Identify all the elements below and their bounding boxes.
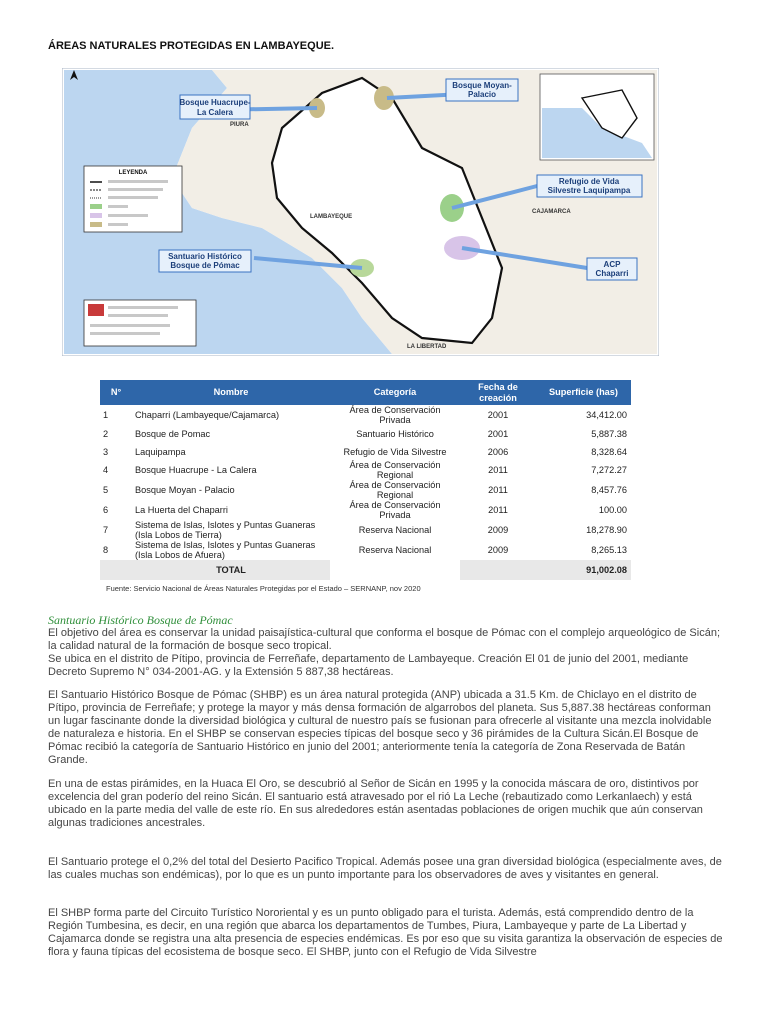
cell-nombre: La Huerta del Chaparri — [135, 505, 228, 516]
cell-categoria: Santuario Histórico — [356, 428, 434, 439]
table-source: Fuente: Servicio Nacional de Áreas Naturales Protegidas por el Estado – SERNANP, nov 2020 — [106, 584, 421, 594]
cell-nombre: Sistema de Islas, Islotes y Puntas Guaneras (Isla Lobos de Afuera) — [135, 540, 316, 561]
cell-categoria: Reserva Nacional — [358, 525, 432, 536]
callout-chaparri — [587, 258, 637, 280]
cell-total-empty — [100, 560, 132, 580]
cell-n: 1 — [103, 410, 109, 420]
header-superficie: Superficie (has) — [536, 380, 631, 405]
cell-categoria: Área de Conservación Regional — [349, 460, 441, 481]
cell-total-value: 91,002.08 — [536, 560, 631, 580]
body-paragraph: El Santuario protege el 0,2% del total del Desierto Pacifico Tropical. Además posee una gran diversidad biológica (especialmente aves, de las cuales muchas son endémicas), por lo que es un punto importante para los observadores de aves y visitantes en general. — [48, 856, 722, 881]
cell-fecha: 2011 — [488, 465, 508, 476]
callout-laquipampa-line2: Silvestre Laquipampa — [547, 186, 631, 195]
callout-moyan-line2: Palacio — [467, 90, 497, 99]
table-row — [100, 520, 631, 540]
intro-paragraph: Se ubica en el distrito de Pítipo, provincia de Ferreñafe, departamento de Lambayeque. Creación El 01 de junio del 2001, mediante Decreto Supremo N° 034-2001-AG. y la Extensión 5 887,38 hectáreas. — [48, 652, 689, 678]
table-row — [100, 500, 631, 520]
region-label-la-libertad: LA LIBERTAD — [407, 344, 447, 350]
cell-total-gap2 — [460, 560, 536, 580]
cell-fecha: 2009 — [487, 545, 509, 556]
areas-table — [100, 380, 631, 580]
region-label-piura: PIURA — [230, 122, 249, 128]
cell-n: 6 — [103, 505, 109, 516]
cell-superficie: 5,887.38 — [591, 428, 627, 439]
callout-huacrupe-line2: La Calera — [196, 108, 234, 117]
cell-n: 2 — [103, 428, 109, 439]
table-row — [100, 540, 631, 560]
cell-n: 5 — [103, 485, 109, 496]
region-label-cajamarca: CAJAMARCA — [532, 209, 571, 215]
cell-superficie: 18,278.90 — [586, 525, 627, 536]
cell-categoria: Área de Conservación Regional — [349, 480, 441, 501]
callout-pomac-line1: Santuario Histórico — [168, 252, 242, 261]
table-row — [100, 405, 631, 425]
callout-pomac — [159, 250, 251, 272]
cell-n: 3 — [103, 446, 109, 457]
cell-fecha: 2011 — [488, 505, 508, 516]
section-title: Santuario Histórico Bosque de Pómac — [48, 613, 233, 627]
legend-title: LEYENDA — [118, 170, 148, 176]
cell-fecha: 2011 — [488, 485, 508, 496]
cell-categoria: Reserva Nacional — [358, 545, 432, 556]
cell-total-gap — [330, 560, 460, 580]
cell-nombre: Chaparri (Lambayeque/Cajamarca) — [135, 410, 280, 420]
cell-superficie: 100.00 — [598, 505, 627, 516]
callout-laquipampa-line1: Refugio de Vida — [558, 177, 620, 186]
header-nombre: Nombre — [132, 380, 330, 405]
cell-nombre: Laquipampa — [135, 446, 186, 457]
cell-nombre: Bosque Moyan - Palacio — [135, 485, 235, 496]
header-fecha: Fecha de creación — [460, 380, 536, 405]
cell-fecha: 2006 — [487, 446, 509, 457]
cell-n: 4 — [103, 465, 109, 476]
cell-nombre: Bosque Huacrupe - La Calera — [135, 465, 257, 476]
body-paragraph: El Santuario Histórico Bosque de Pómac (SHBP) es un área natural protegida (ANP) ubicada a 31.5 Km. de Chiclayo en el distrito de Pítipo, provincia de Ferreñafe; y protege la mayor y más densa formación de algarrobos del planeta. Sus 5,887.38 hectáreas conforman un lugar fascinante donde la diversidad biológica y cultural de nuestro país se fusionan para ofrecerle al visitante una mezcla inolvidable de naturaleza e historia. En el SHBP se conservan especies típicas del bosque seco y 36 pirámides de la Cultura Sicán.El Bosque de Pómac recibió la categoría de Santuario Histórico en junio del 2001; anteriormente tenía la categoría de Zona Reservada de Batán Grande. — [48, 689, 712, 766]
cell-n: 7 — [103, 525, 109, 536]
map-title-block — [84, 300, 196, 346]
cell-superficie: 7,272.27 — [591, 465, 627, 476]
table-header-row — [100, 380, 631, 405]
cell-total-label: TOTAL — [132, 560, 330, 580]
callout-laquipampa — [537, 175, 642, 197]
cell-superficie: 34,412.00 — [586, 410, 627, 420]
cell-superficie: 8,265.13 — [591, 545, 627, 556]
callout-chaparri-line1: ACP — [603, 260, 621, 269]
cell-categoria: Refugio de Vida Silvestre — [343, 446, 447, 457]
callout-pomac-line2: Bosque de Pómac — [170, 261, 240, 270]
cell-categoria: Área de Conservación Privada — [349, 405, 441, 425]
callout-moyan-line1: Bosque Moyan- — [452, 81, 512, 90]
intro-paragraph: El objetivo del área es conservar la unidad paisajística-cultural que conforma el bosque de Pómac con el complejo arqueológico de Sicán; la calidad natural de la formación de bosque seco tropical. — [48, 627, 721, 652]
section-intro — [48, 627, 724, 679]
table-row — [100, 425, 631, 443]
cell-fecha: 2009 — [487, 525, 509, 536]
table-total-row — [100, 560, 631, 580]
body-paragraph: El SHBP forma parte del Circuito Turístico Nororiental y es un punto obligado para el turista. Además, está comprendido dentro de la Región Tumbesina, es decir, en una región que abarca los departamentos de Tumbes, Piura, Lambayeque y parte de La Libertad y Cajamarca donde se registra una alta presencia de especies endémicas. Es por eso que su visita garantiza la observación de especies de flora y fauna típicas del ecosistema de bosque seco. El SHBP, junto con el Refugio de Vida Silvestre — [48, 907, 723, 958]
cell-nombre: Bosque de Pomac — [135, 428, 211, 439]
map-legend — [84, 166, 182, 232]
header-categoria: Categoría — [330, 380, 460, 405]
inset-map — [540, 74, 654, 160]
cell-superficie: 8,328.64 — [591, 446, 627, 457]
cell-categoria: Área de Conservación Privada — [349, 500, 441, 521]
table-row — [100, 443, 631, 461]
cell-fecha: 2001 — [487, 428, 509, 439]
body-paragraph: En una de estas pirámides, en la Huaca El Oro, se descubrió al Señor de Sicán en 1995 y la conocida máscara de oro, distintivos por excelencia del gran poderío del reino Sicán. El santuario está atravesado por el rió La Leche (rebautizado como Lerkanlaech) y está ubicado en la parte media del valle de este río. En sus alrededores están asentadas poblaciones de origen muchik que aún conservan algunas tradiciones ancestrales. — [48, 778, 703, 829]
callout-chaparri-line2: Chaparri — [595, 269, 629, 278]
cell-nombre: Sistema de Islas, Islotes y Puntas Guaneras (Isla Lobos de Tierra) — [135, 520, 316, 541]
table-row — [100, 480, 631, 500]
map-figure — [62, 68, 659, 356]
header-n: N° — [100, 380, 132, 405]
region-label-lambayeque: LAMBAYEQUE — [310, 214, 353, 220]
document-title: ÁREAS NATURALES PROTEGIDAS EN LAMBAYEQUE. — [48, 40, 335, 52]
areas-table-container — [100, 380, 631, 593]
cell-n: 8 — [103, 545, 109, 556]
callout-huacrupe-line1: Bosque Huacrupe- — [179, 98, 251, 107]
callout-huacrupe — [179, 95, 250, 119]
table-row — [100, 460, 631, 480]
cell-fecha: 2001 — [487, 410, 509, 420]
cell-superficie: 8,457.76 — [591, 485, 627, 496]
callout-moyan — [446, 79, 518, 101]
